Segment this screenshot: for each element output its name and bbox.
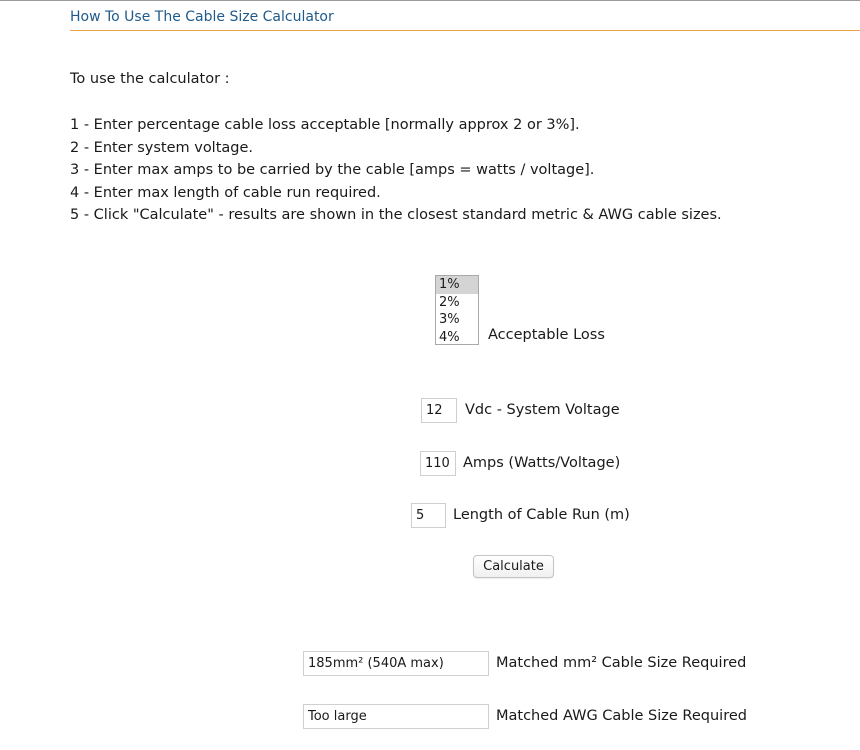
instruction-step: 3 - Enter max amps to be carried by the cable [amps = watts / voltage].: [70, 162, 595, 178]
instruction-step: 4 - Enter max length of cable run required.: [70, 184, 381, 201]
awg-result-field[interactable]: Too large: [303, 704, 489, 729]
title-divider: [70, 30, 860, 31]
instruction-step: 2 - Enter system voltage.: [70, 139, 254, 156]
loss-option-2[interactable]: 2%: [439, 294, 460, 310]
acceptable-loss-listbox[interactable]: [435, 275, 479, 345]
instruction-step: 1 - Enter percentage cable loss acceptable [normally approx 2 or 3%].: [70, 117, 580, 133]
metric-result-label: Matched mm² Cable Size Required: [496, 655, 747, 671]
metric-result-field[interactable]: 185mm² (540A max): [303, 651, 489, 676]
page-title: How To Use The Cable Size Calculator: [70, 9, 334, 25]
voltage-input[interactable]: 12: [421, 398, 457, 423]
amps-input[interactable]: 110: [420, 451, 456, 476]
voltage-label: Vdc - System Voltage: [465, 402, 620, 418]
loss-option-3[interactable]: 3%: [439, 312, 460, 327]
length-input[interactable]: 5: [411, 503, 446, 528]
acceptable-loss-label: Acceptable Loss: [488, 327, 605, 343]
loss-option-1[interactable]: 1%: [436, 276, 478, 294]
instructions-intro: To use the calculator :: [70, 71, 230, 87]
awg-result-label: Matched AWG Cable Size Required: [496, 708, 747, 724]
instructions-steps: [70, 114, 722, 227]
top-border: [0, 0, 860, 1]
length-label: Length of Cable Run (m): [453, 507, 630, 523]
amps-label: Amps (Watts/Voltage): [463, 455, 621, 471]
calculate-button[interactable]: Calculate: [473, 555, 554, 578]
instruction-step: 5 - Click "Calculate" - results are shown in the closest standard metric & AWG cable sizes.: [70, 207, 722, 223]
loss-option-4[interactable]: 4%: [439, 329, 460, 345]
